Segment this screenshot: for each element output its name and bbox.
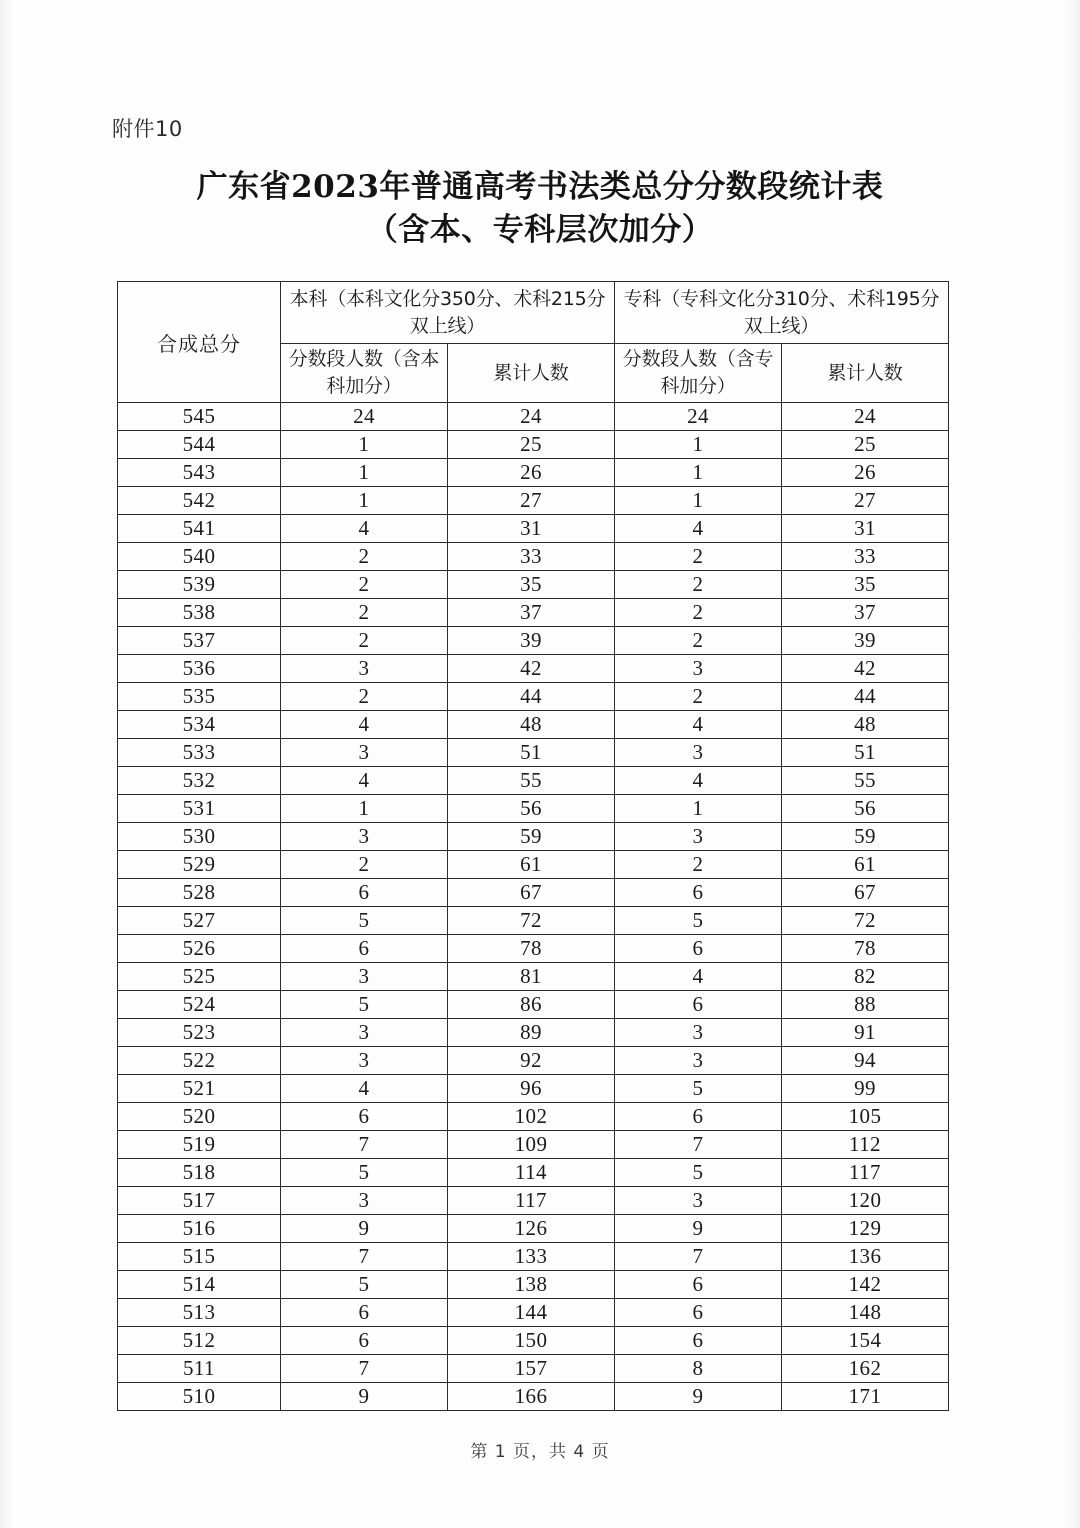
cell-zhuanke-cumulative-count: 88 <box>782 991 949 1019</box>
table-row <box>118 543 949 571</box>
cell-zhuanke-cumulative-count: 129 <box>782 1215 949 1243</box>
cell-total-score: 517 <box>118 1187 281 1215</box>
cell-zhuanke-cumulative-count: 42 <box>782 655 949 683</box>
cell-benke-cumulative-count: 92 <box>448 1047 615 1075</box>
cell-benke-cumulative-count: 109 <box>448 1131 615 1159</box>
cell-total-score: 541 <box>118 515 281 543</box>
cell-benke-segment-count: 4 <box>281 1075 448 1103</box>
cell-zhuanke-segment-count: 1 <box>615 459 782 487</box>
cell-benke-cumulative-count: 44 <box>448 683 615 711</box>
cell-zhuanke-segment-count: 1 <box>615 795 782 823</box>
cell-zhuanke-segment-count: 3 <box>615 655 782 683</box>
cell-benke-cumulative-count: 144 <box>448 1299 615 1327</box>
cell-total-score: 511 <box>118 1355 281 1383</box>
cell-total-score: 526 <box>118 935 281 963</box>
cell-total-score: 545 <box>118 403 281 431</box>
cell-benke-cumulative-count: 150 <box>448 1327 615 1355</box>
cell-benke-segment-count: 9 <box>281 1383 448 1411</box>
cell-zhuanke-segment-count: 5 <box>615 907 782 935</box>
cell-benke-segment-count: 6 <box>281 879 448 907</box>
cell-benke-segment-count: 3 <box>281 1019 448 1047</box>
attachment-label: 附件10 <box>112 117 183 141</box>
table-row <box>118 1215 949 1243</box>
cell-benke-cumulative-count: 55 <box>448 767 615 795</box>
page-title-line-1: 广东省2023年普通高考书法类总分分数段统计表 <box>196 169 884 205</box>
cell-benke-cumulative-count: 96 <box>448 1075 615 1103</box>
cell-zhuanke-cumulative-count: 154 <box>782 1327 949 1355</box>
table-row <box>118 431 949 459</box>
cell-benke-segment-count: 4 <box>281 515 448 543</box>
cell-zhuanke-cumulative-count: 25 <box>782 431 949 459</box>
table-row <box>118 571 949 599</box>
cell-total-score: 531 <box>118 795 281 823</box>
cell-zhuanke-cumulative-count: 55 <box>782 767 949 795</box>
cell-zhuanke-segment-count: 1 <box>615 487 782 515</box>
cell-total-score: 527 <box>118 907 281 935</box>
cell-benke-cumulative-count: 51 <box>448 739 615 767</box>
cell-zhuanke-cumulative-count: 99 <box>782 1075 949 1103</box>
cell-zhuanke-segment-count: 6 <box>615 879 782 907</box>
table-body <box>118 403 949 1411</box>
column-header-benke-cumulative-count: 累计人数 <box>448 344 615 403</box>
cell-total-score: 518 <box>118 1159 281 1187</box>
cell-benke-segment-count: 9 <box>281 1215 448 1243</box>
cell-benke-segment-count: 7 <box>281 1243 448 1271</box>
cell-total-score: 512 <box>118 1327 281 1355</box>
column-header-zhuanke-cumulative-count: 累计人数 <box>782 344 949 403</box>
cell-total-score: 540 <box>118 543 281 571</box>
cell-zhuanke-segment-count: 6 <box>615 935 782 963</box>
cell-total-score: 528 <box>118 879 281 907</box>
cell-benke-cumulative-count: 61 <box>448 851 615 879</box>
cell-benke-segment-count: 4 <box>281 711 448 739</box>
table-row <box>118 739 949 767</box>
cell-benke-segment-count: 3 <box>281 963 448 991</box>
cell-zhuanke-cumulative-count: 37 <box>782 599 949 627</box>
cell-zhuanke-segment-count: 4 <box>615 767 782 795</box>
cell-zhuanke-cumulative-count: 33 <box>782 543 949 571</box>
cell-zhuanke-segment-count: 2 <box>615 627 782 655</box>
cell-benke-cumulative-count: 166 <box>448 1383 615 1411</box>
cell-total-score: 536 <box>118 655 281 683</box>
table-row <box>118 963 949 991</box>
cell-zhuanke-segment-count: 6 <box>615 1271 782 1299</box>
cell-zhuanke-segment-count: 2 <box>615 571 782 599</box>
cell-zhuanke-cumulative-count: 48 <box>782 711 949 739</box>
column-header-total-score: 合成总分 <box>118 282 281 403</box>
cell-benke-cumulative-count: 24 <box>448 403 615 431</box>
cell-benke-segment-count: 6 <box>281 1103 448 1131</box>
cell-zhuanke-cumulative-count: 112 <box>782 1131 949 1159</box>
cell-total-score: 539 <box>118 571 281 599</box>
cell-zhuanke-segment-count: 4 <box>615 515 782 543</box>
cell-zhuanke-segment-count: 3 <box>615 1019 782 1047</box>
cell-benke-cumulative-count: 27 <box>448 487 615 515</box>
cell-zhuanke-segment-count: 2 <box>615 851 782 879</box>
cell-zhuanke-cumulative-count: 56 <box>782 795 949 823</box>
cell-zhuanke-cumulative-count: 51 <box>782 739 949 767</box>
cell-benke-segment-count: 5 <box>281 1271 448 1299</box>
table-row <box>118 1271 949 1299</box>
cell-benke-segment-count: 7 <box>281 1131 448 1159</box>
table-row <box>118 1355 949 1383</box>
table-row <box>118 403 949 431</box>
cell-benke-segment-count: 2 <box>281 543 448 571</box>
cell-benke-segment-count: 3 <box>281 739 448 767</box>
cell-total-score: 516 <box>118 1215 281 1243</box>
cell-zhuanke-cumulative-count: 171 <box>782 1383 949 1411</box>
cell-benke-cumulative-count: 25 <box>448 431 615 459</box>
cell-zhuanke-segment-count: 3 <box>615 1187 782 1215</box>
column-header-benke-segment-count: 分数段人数（含本科加分） <box>281 344 448 403</box>
cell-zhuanke-segment-count: 6 <box>615 1327 782 1355</box>
cell-total-score: 514 <box>118 1271 281 1299</box>
cell-zhuanke-cumulative-count: 39 <box>782 627 949 655</box>
cell-zhuanke-cumulative-count: 94 <box>782 1047 949 1075</box>
cell-total-score: 521 <box>118 1075 281 1103</box>
table-row <box>118 515 949 543</box>
cell-zhuanke-cumulative-count: 26 <box>782 459 949 487</box>
table-row <box>118 767 949 795</box>
cell-zhuanke-cumulative-count: 91 <box>782 1019 949 1047</box>
cell-benke-segment-count: 3 <box>281 823 448 851</box>
cell-total-score: 522 <box>118 1047 281 1075</box>
cell-zhuanke-cumulative-count: 120 <box>782 1187 949 1215</box>
cell-zhuanke-segment-count: 3 <box>615 739 782 767</box>
cell-benke-segment-count: 3 <box>281 1047 448 1075</box>
cell-zhuanke-segment-count: 7 <box>615 1131 782 1159</box>
cell-total-score: 510 <box>118 1383 281 1411</box>
cell-benke-segment-count: 2 <box>281 627 448 655</box>
cell-zhuanke-segment-count: 6 <box>615 1299 782 1327</box>
cell-total-score: 544 <box>118 431 281 459</box>
cell-total-score: 535 <box>118 683 281 711</box>
cell-benke-cumulative-count: 33 <box>448 543 615 571</box>
cell-benke-segment-count: 1 <box>281 459 448 487</box>
cell-benke-cumulative-count: 26 <box>448 459 615 487</box>
cell-benke-segment-count: 4 <box>281 767 448 795</box>
table-row <box>118 599 949 627</box>
cell-benke-cumulative-count: 157 <box>448 1355 615 1383</box>
table-row <box>118 627 949 655</box>
cell-total-score: 523 <box>118 1019 281 1047</box>
cell-zhuanke-cumulative-count: 44 <box>782 683 949 711</box>
cell-total-score: 533 <box>118 739 281 767</box>
cell-benke-cumulative-count: 72 <box>448 907 615 935</box>
cell-benke-cumulative-count: 86 <box>448 991 615 1019</box>
table-row <box>118 879 949 907</box>
table-header-row-group <box>118 282 949 344</box>
table-row <box>118 1299 949 1327</box>
cell-benke-cumulative-count: 114 <box>448 1159 615 1187</box>
cell-zhuanke-segment-count: 6 <box>615 1103 782 1131</box>
table-row <box>118 1243 949 1271</box>
cell-benke-segment-count: 6 <box>281 1327 448 1355</box>
table-row <box>118 711 949 739</box>
cell-zhuanke-segment-count: 3 <box>615 1047 782 1075</box>
cell-total-score: 538 <box>118 599 281 627</box>
cell-zhuanke-segment-count: 7 <box>615 1243 782 1271</box>
cell-benke-cumulative-count: 126 <box>448 1215 615 1243</box>
cell-benke-cumulative-count: 59 <box>448 823 615 851</box>
cell-benke-segment-count: 3 <box>281 655 448 683</box>
cell-zhuanke-cumulative-count: 35 <box>782 571 949 599</box>
cell-zhuanke-segment-count: 9 <box>615 1383 782 1411</box>
cell-zhuanke-segment-count: 1 <box>615 431 782 459</box>
cell-benke-cumulative-count: 78 <box>448 935 615 963</box>
cell-benke-cumulative-count: 102 <box>448 1103 615 1131</box>
cell-total-score: 520 <box>118 1103 281 1131</box>
cell-benke-cumulative-count: 48 <box>448 711 615 739</box>
cell-benke-segment-count: 5 <box>281 1159 448 1187</box>
cell-zhuanke-cumulative-count: 31 <box>782 515 949 543</box>
column-header-group-zhuanke: 专科（专科文化分310分、术科195分双上线） <box>615 282 949 344</box>
table-row <box>118 1075 949 1103</box>
cell-zhuanke-cumulative-count: 72 <box>782 907 949 935</box>
table-row <box>118 1019 949 1047</box>
cell-benke-cumulative-count: 89 <box>448 1019 615 1047</box>
table-row <box>118 907 949 935</box>
cell-total-score: 543 <box>118 459 281 487</box>
cell-zhuanke-cumulative-count: 59 <box>782 823 949 851</box>
cell-zhuanke-segment-count: 2 <box>615 543 782 571</box>
cell-total-score: 524 <box>118 991 281 1019</box>
column-header-zhuanke-segment-count: 分数段人数（含专科加分） <box>615 344 782 403</box>
cell-zhuanke-cumulative-count: 136 <box>782 1243 949 1271</box>
cell-total-score: 532 <box>118 767 281 795</box>
table-row <box>118 1047 949 1075</box>
cell-benke-segment-count: 24 <box>281 403 448 431</box>
cell-zhuanke-segment-count: 5 <box>615 1075 782 1103</box>
cell-total-score: 542 <box>118 487 281 515</box>
table-row <box>118 683 949 711</box>
table-row <box>118 795 949 823</box>
cell-zhuanke-segment-count: 5 <box>615 1159 782 1187</box>
cell-zhuanke-cumulative-count: 117 <box>782 1159 949 1187</box>
cell-zhuanke-segment-count: 6 <box>615 991 782 1019</box>
cell-benke-segment-count: 2 <box>281 571 448 599</box>
cell-zhuanke-cumulative-count: 162 <box>782 1355 949 1383</box>
cell-total-score: 534 <box>118 711 281 739</box>
table-row <box>118 823 949 851</box>
cell-zhuanke-cumulative-count: 27 <box>782 487 949 515</box>
cell-benke-segment-count: 3 <box>281 1187 448 1215</box>
table-row <box>118 655 949 683</box>
column-header-group-benke: 本科（本科文化分350分、术科215分双上线） <box>281 282 615 344</box>
cell-benke-segment-count: 6 <box>281 1299 448 1327</box>
cell-zhuanke-cumulative-count: 67 <box>782 879 949 907</box>
page-title-line-2: （含本、专科层次加分） <box>366 212 714 248</box>
cell-benke-cumulative-count: 117 <box>448 1187 615 1215</box>
table-row <box>118 1327 949 1355</box>
cell-benke-cumulative-count: 31 <box>448 515 615 543</box>
cell-benke-cumulative-count: 133 <box>448 1243 615 1271</box>
cell-zhuanke-cumulative-count: 78 <box>782 935 949 963</box>
table-header <box>118 282 949 403</box>
cell-benke-cumulative-count: 39 <box>448 627 615 655</box>
table-row <box>118 851 949 879</box>
cell-benke-cumulative-count: 81 <box>448 963 615 991</box>
cell-benke-segment-count: 7 <box>281 1355 448 1383</box>
table-row <box>118 459 949 487</box>
cell-zhuanke-segment-count: 4 <box>615 963 782 991</box>
cell-benke-cumulative-count: 138 <box>448 1271 615 1299</box>
cell-total-score: 530 <box>118 823 281 851</box>
cell-total-score: 529 <box>118 851 281 879</box>
cell-benke-segment-count: 6 <box>281 935 448 963</box>
table-row <box>118 1131 949 1159</box>
cell-zhuanke-cumulative-count: 105 <box>782 1103 949 1131</box>
cell-zhuanke-cumulative-count: 61 <box>782 851 949 879</box>
cell-total-score: 513 <box>118 1299 281 1327</box>
cell-benke-segment-count: 2 <box>281 599 448 627</box>
score-distribution-table <box>117 281 949 1411</box>
cell-zhuanke-segment-count: 2 <box>615 599 782 627</box>
cell-zhuanke-cumulative-count: 148 <box>782 1299 949 1327</box>
cell-benke-segment-count: 1 <box>281 795 448 823</box>
cell-benke-segment-count: 1 <box>281 431 448 459</box>
cell-zhuanke-cumulative-count: 82 <box>782 963 949 991</box>
table-row <box>118 487 949 515</box>
cell-zhuanke-segment-count: 8 <box>615 1355 782 1383</box>
cell-total-score: 525 <box>118 963 281 991</box>
cell-zhuanke-segment-count: 24 <box>615 403 782 431</box>
cell-benke-segment-count: 5 <box>281 907 448 935</box>
cell-benke-cumulative-count: 37 <box>448 599 615 627</box>
cell-total-score: 519 <box>118 1131 281 1159</box>
cell-total-score: 537 <box>118 627 281 655</box>
cell-zhuanke-segment-count: 3 <box>615 823 782 851</box>
cell-zhuanke-segment-count: 9 <box>615 1215 782 1243</box>
cell-zhuanke-segment-count: 4 <box>615 711 782 739</box>
cell-zhuanke-cumulative-count: 24 <box>782 403 949 431</box>
cell-benke-segment-count: 5 <box>281 991 448 1019</box>
table-row <box>118 1383 949 1411</box>
cell-benke-cumulative-count: 56 <box>448 795 615 823</box>
table-row <box>118 1103 949 1131</box>
cell-zhuanke-segment-count: 2 <box>615 683 782 711</box>
cell-benke-segment-count: 2 <box>281 683 448 711</box>
cell-benke-segment-count: 2 <box>281 851 448 879</box>
table-row <box>118 1159 949 1187</box>
table-row <box>118 935 949 963</box>
cell-benke-cumulative-count: 35 <box>448 571 615 599</box>
page-footer: 第 1 页，共 4 页 <box>470 1442 610 1462</box>
cell-benke-segment-count: 1 <box>281 487 448 515</box>
table-row <box>118 991 949 1019</box>
cell-total-score: 515 <box>118 1243 281 1271</box>
cell-zhuanke-cumulative-count: 142 <box>782 1271 949 1299</box>
cell-benke-cumulative-count: 67 <box>448 879 615 907</box>
page-title <box>0 166 1080 252</box>
cell-benke-cumulative-count: 42 <box>448 655 615 683</box>
table-row <box>118 1187 949 1215</box>
